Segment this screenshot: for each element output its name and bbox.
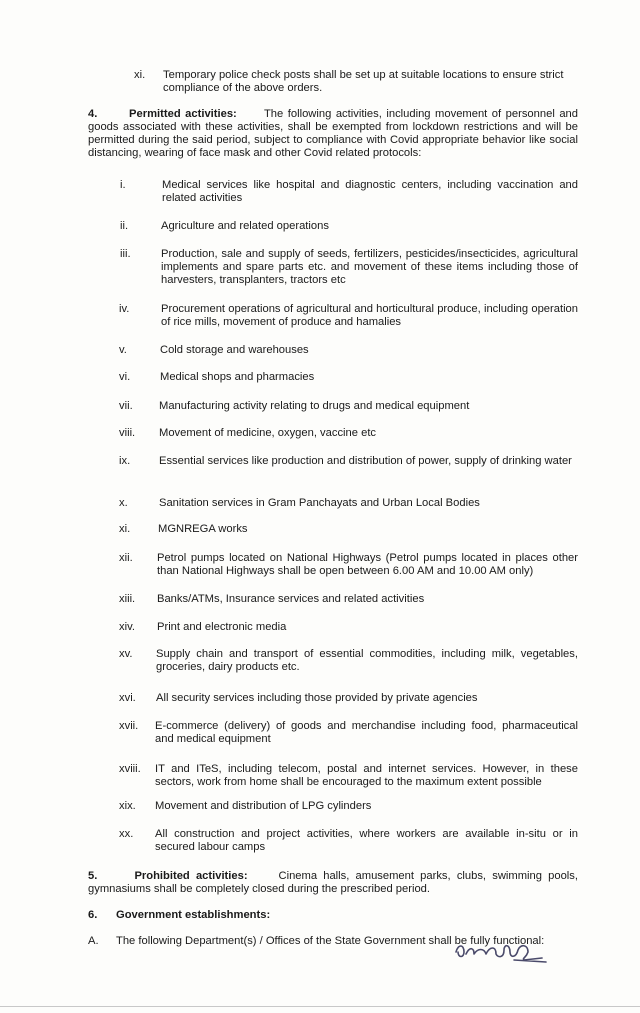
section-number: 6.	[88, 909, 98, 921]
list-item-number: xviii.	[119, 763, 141, 775]
section-number: 5.	[88, 870, 98, 882]
list-item-number: xii.	[119, 552, 133, 564]
list-item-text: All security services including those provided by private agencies	[156, 692, 478, 704]
list-item-number: ix.	[119, 455, 131, 467]
list-item-text: Agriculture and related operations	[161, 220, 329, 232]
list-item-text: Movement of medicine, oxygen, vaccine etc	[159, 427, 377, 439]
list-item-number: vii.	[119, 400, 133, 412]
list-item-text: Production, sale and supply of seeds, fertilizers, pesticides/insecticides, agricultural implements and spare parts etc. and movement of these items including those of harvesters, transplanters, tractors etc	[161, 248, 578, 286]
subsection-letter: A.	[88, 935, 99, 947]
section-heading: Government establishments:	[116, 909, 271, 921]
list-item-text: Supply chain and transport of essential commodities, including milk, vegetables, groceries, dairy products etc.	[156, 648, 578, 673]
list-item-text: Movement and distribution of LPG cylinders	[155, 800, 372, 812]
subsection-text: The following Department(s) / Offices of the State Government shall be fully functional:	[116, 935, 545, 947]
list-item-number: xiv.	[119, 621, 135, 633]
list-item-number: xx.	[119, 828, 134, 840]
handwritten-signature	[452, 934, 552, 964]
list-item-text: All construction and project activities, where workers are available in-situ or in secured labour camps	[155, 828, 578, 853]
list-item-text: Medical shops and pharmacies	[160, 371, 315, 383]
section-5-paragraph	[88, 870, 578, 896]
list-item-number: vi.	[119, 371, 131, 383]
list-item-text: Manufacturing activity relating to drugs and medical equipment	[159, 400, 470, 412]
list-item-text: Petrol pumps located on National Highways (Petrol pumps located in places other than National Highways shall be open between 6.00 AM and 10.00 AM only)	[157, 552, 578, 577]
list-item-number: iv.	[119, 303, 130, 315]
list-item-text: Print and electronic media	[157, 621, 287, 633]
list-item-text: IT and ITeS, including telecom, postal and internet services. However, in these sectors, work from home shall be encouraged to the maximum extent possible	[155, 763, 578, 788]
list-item-number: xv.	[119, 648, 133, 660]
list-item-text: Procurement operations of agricultural and horticultural produce, including operation of rice mills, movement of produce and hamalies	[161, 303, 578, 328]
list-item-text: MGNREGA works	[158, 523, 248, 535]
bottom-rule	[0, 1006, 640, 1007]
section-heading: Permitted activities:	[129, 108, 237, 120]
list-item-number: i.	[120, 179, 126, 191]
list-item-text: Medical services like hospital and diagnostic centers, including vaccination and related activities	[162, 179, 578, 204]
list-item-number: xvi.	[119, 692, 136, 704]
section-number: 4.	[88, 108, 98, 120]
list-item-number: v.	[119, 344, 127, 356]
list-item-text: Banks/ATMs, Insurance services and related activities	[157, 593, 425, 605]
list-item-number: xiii.	[119, 593, 136, 605]
list-item-number: xvii.	[119, 720, 139, 732]
list-item-number: xi.	[119, 523, 131, 535]
item-text: Temporary police check posts shall be set up at suitable locations to ensure strict compliance of the above orders.	[163, 69, 564, 94]
list-item-number: xix.	[119, 800, 136, 812]
list-item-number: viii.	[119, 427, 136, 439]
list-item-number: x.	[119, 497, 128, 509]
list-item-number: ii.	[120, 220, 129, 232]
section-text: The following activities, including movement of personnel and goods associated with these activities, shall be exempted from lockdown restrictions and will be permitted during the said period, subject to compliance with Covid appropriate behavior like social distancing, wearing of face mask and other Covid related protocols:	[88, 108, 578, 159]
section-4-paragraph	[88, 108, 578, 160]
list-item-text: Cold storage and warehouses	[160, 344, 309, 356]
list-item-text: Sanitation services in Gram Panchayats and Urban Local Bodies	[159, 497, 480, 509]
list-item-text: Essential services like production and distribution of power, supply of drinking water	[159, 455, 572, 467]
section-heading: Prohibited activities:	[134, 870, 248, 882]
list-item-text: E-commerce (delivery) of goods and merchandise including food, pharmaceutical and medical equipment	[155, 720, 578, 745]
section-text: Cinema halls, amusement parks, clubs, swimming pools, gymnasiums shall be completely closed during the prescribed period.	[88, 870, 578, 895]
item-number: xi.	[134, 69, 146, 81]
list-item-number: iii.	[120, 248, 131, 260]
